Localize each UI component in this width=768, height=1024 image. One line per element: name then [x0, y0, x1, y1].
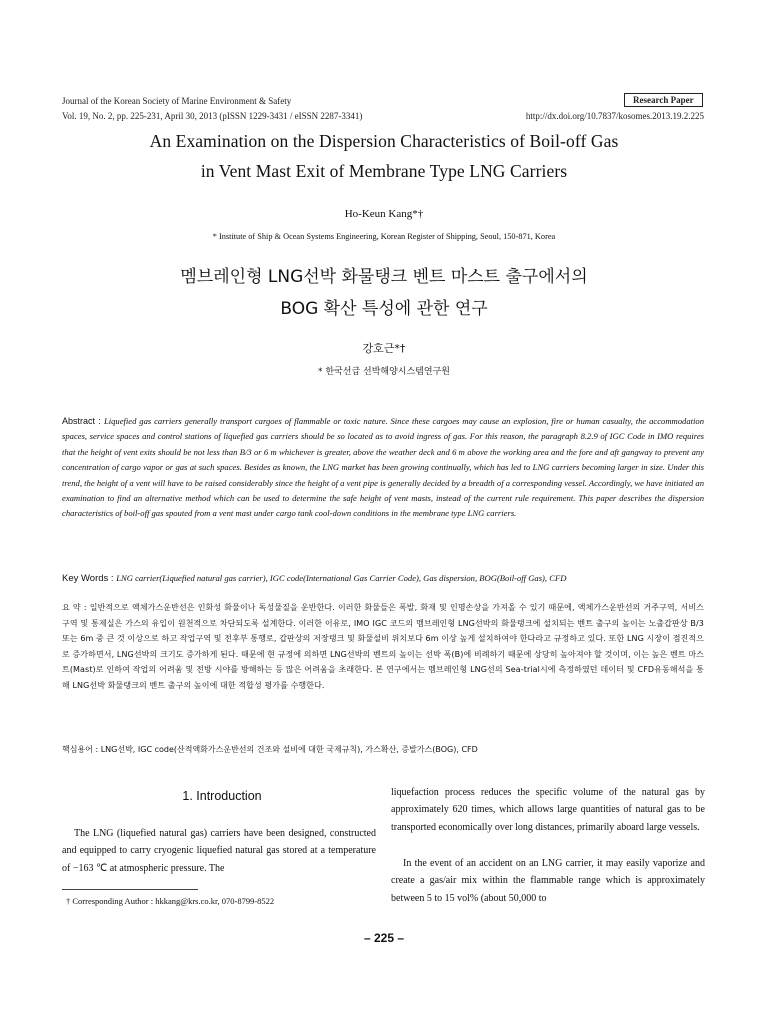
ko-abstract-label: 요 약 :: [62, 603, 90, 612]
affiliation-en: * Institute of Ship & Ocean Systems Engineering, Korean Register of Shipping, Seoul, 150-871, Korea: [212, 232, 556, 241]
keywords: [62, 573, 704, 584]
ko-keywords-text: LNG선박, IGC code(산적액화가스운반선의 건조와 설비에 대한 국제규칙), 가스확산, 증발가스(BOG), CFD: [100, 745, 478, 754]
affiliation-ko: * 한국선급 선박해양시스템연구원: [318, 367, 450, 377]
abstract-text: Liquefied gas carriers generally transport cargoes of flammable or toxic nature. Since these cargoes may cause an explosion, fire or human casualty, the accommodation spaces, service spaces and control stations of liquefied gas carriers should be so located as to avoid ingress of gas. For this reason, the paragraph 8.2.9 of IGC Code in IMO requires that the height of vent exits should be not less than B/3 or 6 m whichever is greater, above the weather deck and 6 m above the working area and the fore and aft gangway to prevent any concentration of cargo vapor or gas at such spaces. Besides as known, the LNG market has been growing continually, which has led to LNG carriers becoming larger in size. Under this trend, the height of a vent will have to be raised considerably since the height of a vent pipe is generally decided by a breadth of a corresponding vessel. Accordingly, we have initiated an examination to find an alternative method which can be used to determine the safe height of vent masts, instead of the current rule requirement. This paper describes the dispersion characteristics of boil-off gas spouted from a vent mast under cargo tank cool-down conditions in the membrane type LNG carriers.: [62, 416, 704, 519]
right-column-paragraph-1: liquefaction process reduces the specific volume of the natural gas by approximately 620 times, which allows large quantities of natural gas to be transported economically over long distances, primarily aboard large vessels.: [391, 787, 705, 833]
abstract-label: Abstract :: [62, 416, 104, 426]
research-paper-badge: Research Paper: [624, 93, 703, 107]
abstract: [62, 414, 704, 522]
title-ko-line1: 멤브레인형 LNG선박 화물탱크 벤트 마스트 출구에서의: [180, 267, 588, 287]
title-en-line1: An Examination on the Dispersion Characteristics of Boil-off Gas: [149, 131, 619, 151]
ko-abstract: [62, 600, 704, 693]
footnote-rule: [62, 889, 198, 890]
right-column-paragraph-2: In the event of an accident on an LNG carrier, it may easily vaporize and create a gas/air mix within the flammable range which is approximately between 5 to 15 vol% (about 50,000 to: [391, 858, 705, 904]
left-column-paragraph: The LNG (liquefied natural gas) carriers have been designed, constructed and equipped to carry cryogenic liquefied natural gas stored at a temperature of −163 ℃ at atmospheric pressure. The: [62, 828, 376, 874]
ko-keywords: [62, 744, 704, 755]
volume-info: Vol. 19, No. 2, pp. 225-231, April 30, 2013 (pISSN 1229-3431 / eISSN 2287-3341): [62, 111, 363, 121]
page-number: – 225 –: [363, 931, 405, 945]
title-ko-line2: BOG 확산 특성에 관한 연구: [280, 299, 488, 319]
section-heading: 1. Introduction: [182, 789, 262, 803]
ko-abstract-text: 일반적으로 액체가스운반선은 인화성 화물이나 독성물질을 운반한다. 이러한 화물들은 폭발, 화재 및 인명손상을 가져올 수 있기 때문에, 액체가스운반선의 거주구역, 서비스 구역 및 통제실은 가스의 유입이 원천적으로 차단되도록 설계한다. 이러한 이유로, IMO IGC 코드의 멤브레인형 LNG선박의 화물탱크에 설치되는 벤트 출구의 높이는 노출갑판상 B/3 또는 6m 중 큰 것 이상으로 하고 작업구역 및 전후부 통행로, 갑판상의 저장탱크 및 화물설비 위치보다 6m 이상 높게 설치하여야 한다라고 규정하고 있다. 또한 LNG 시장이 점진적으로 증가하면서, LNG선박의 크기도 증가하게 된다. 때문에 현 규정에 의하면 LNG선박의 벤트의 높이는 선박 폭(B)에 비례하기 때문에 상당히 높아져야 할 것이며, 이는 높은 벤트 마스트(Mast)로 인하여 작업의 어려움 및 전방 시야를 방해하는 등 많은 어려움을 초래한다. 본 연구에서는 멤브레인형 LNG선의 Sea-trial시에 측정하였던 데이터 및 CFD유동해석을 통해 LNG선박 화물탱크의 벤트 출구의 높이에 대한 적합성 평가를 수행한다.: [62, 603, 704, 690]
author-ko: 강호근*†: [362, 342, 406, 355]
doi-link[interactable]: http://dx.doi.org/10.7837/kosomes.2013.19.2.225: [525, 111, 704, 121]
keywords-text: LNG carrier(Liquefied natural gas carrier), IGC code(International Gas Carrier Code), Gas dispersion, BOG(Boil-off Gas), CFD: [116, 573, 567, 583]
footnote: † Corresponding Author : hkkang@krs.co.kr, 070-8799-8522: [66, 896, 275, 906]
title-en-line2: in Vent Mast Exit of Membrane Type LNG Carriers: [200, 161, 568, 181]
author-en: Ho-Keun Kang*†: [344, 208, 424, 220]
ko-keywords-label: 핵심용어 :: [62, 745, 101, 754]
journal-name: Journal of the Korean Society of Marine Environment & Safety: [62, 96, 292, 106]
keywords-label: Key Words :: [62, 573, 117, 584]
